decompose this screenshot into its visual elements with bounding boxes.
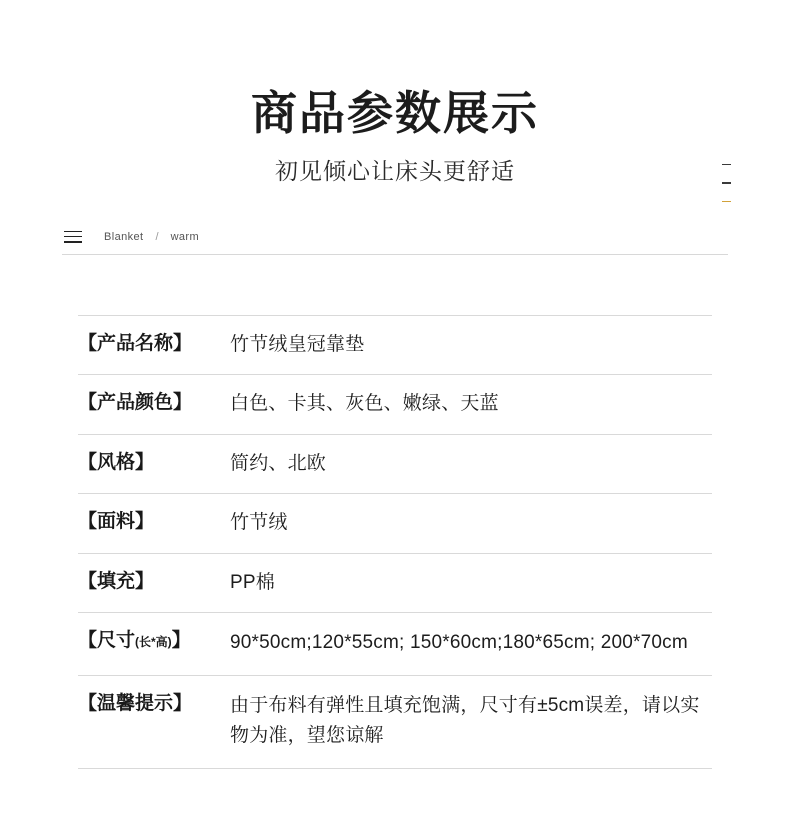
spec-label: 【面料】 — [78, 511, 155, 533]
breadcrumb-item-warm[interactable]: warm — [170, 230, 200, 243]
spec-label: 【风格】 — [78, 451, 155, 473]
edge-mark-3 — [722, 201, 731, 203]
edge-mark-1 — [722, 164, 731, 166]
spec-label: 【填充】 — [78, 570, 155, 592]
breadcrumb-item-blanket[interactable]: Blanket — [104, 230, 144, 243]
table-row — [78, 435, 712, 495]
page-title: 商品参数展示 — [251, 87, 539, 139]
spec-label-size-tail: 】 — [171, 630, 191, 652]
spec-value: PP棉 — [230, 571, 275, 593]
spec-value: 竹节绒皇冠靠垫 — [230, 333, 365, 355]
spec-label: 【产品颜色】 — [78, 392, 193, 414]
breadcrumb-bar — [62, 220, 728, 255]
hamburger-line-3 — [64, 241, 82, 243]
hamburger-line-1 — [64, 231, 82, 233]
table-row — [78, 494, 712, 554]
spec-label: 【产品名称】 — [78, 332, 193, 354]
spec-label-size — [78, 628, 230, 654]
table-row — [78, 315, 712, 376]
spec-value: 简约、北欧 — [230, 452, 327, 474]
spec-label-size-main: 【尺寸 — [78, 630, 136, 652]
spec-label: 【温馨提示】 — [78, 692, 193, 714]
spec-value: 由于布料有弹性且填充饱满，尺寸有±5cm误差，请以实物为准，望您谅解 — [230, 694, 700, 747]
table-row — [78, 613, 712, 675]
spec-value: 竹节绒 — [230, 512, 288, 534]
spec-label-size-note: (长*高) — [135, 635, 172, 650]
hamburger-line-2 — [64, 236, 82, 238]
decorative-edge-marks — [722, 164, 736, 234]
table-row — [78, 554, 712, 614]
page-subtitle: 初见倾心让床头更舒适 — [275, 157, 515, 184]
page-header — [0, 0, 790, 186]
table-row — [78, 676, 712, 769]
edge-mark-2 — [722, 182, 731, 184]
hamburger-icon[interactable] — [64, 231, 82, 243]
spec-value: 90*50cm;120*55cm; 150*60cm;180*65cm; 200*70cm — [230, 632, 688, 654]
breadcrumb-separator: / — [155, 230, 159, 243]
spec-table — [78, 315, 712, 769]
table-row — [78, 375, 712, 435]
spec-value: 白色、卡其、灰色、嫩绿、天蓝 — [230, 393, 499, 415]
